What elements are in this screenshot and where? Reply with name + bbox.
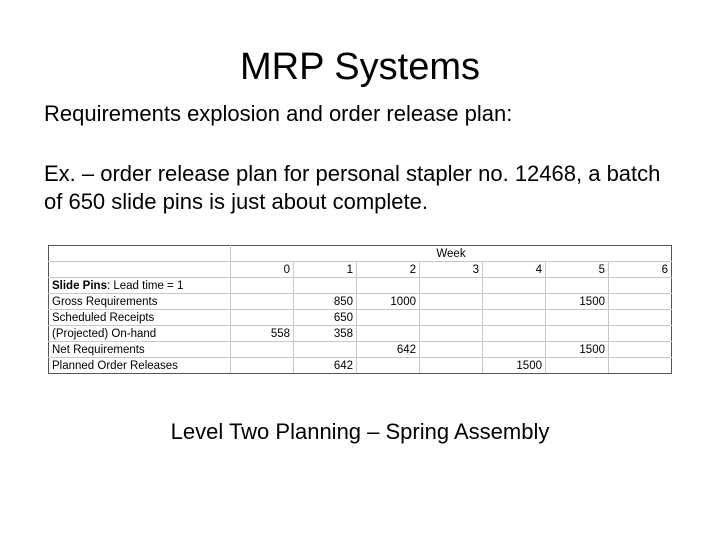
- week-header: Week: [231, 246, 672, 262]
- table-cell: [357, 326, 420, 342]
- week-number: 4: [483, 262, 546, 278]
- table-cell: [483, 294, 546, 310]
- table-cell: [420, 310, 483, 326]
- table-blank-cell: [483, 278, 546, 294]
- mrp-table: [48, 245, 672, 374]
- table-cell: 358: [294, 326, 357, 342]
- table-cell: 1500: [546, 342, 609, 358]
- item-name: Slide Pins: [52, 279, 107, 292]
- table-week-header-row: [49, 246, 672, 262]
- week-number: 0: [231, 262, 294, 278]
- table-cell: [546, 326, 609, 342]
- row-label: Scheduled Receipts: [49, 310, 231, 326]
- table-cell: [420, 358, 483, 374]
- table-cell: 642: [294, 358, 357, 374]
- example-text: Ex. – order release plan for personal stapler no. 12468, a batch of 650 slide pins is just about complete.: [44, 161, 661, 214]
- table-cell: [420, 326, 483, 342]
- table-row: [49, 294, 672, 310]
- table-cell: [546, 310, 609, 326]
- item-header-cell: [49, 278, 231, 294]
- table-blank-cell: [546, 278, 609, 294]
- table-cell: [546, 358, 609, 374]
- week-number: 1: [294, 262, 357, 278]
- table-blank-cell: [357, 278, 420, 294]
- table-week-numbers-row: [49, 262, 672, 278]
- table-row: [49, 326, 672, 342]
- table-cell: [231, 310, 294, 326]
- row-label: Gross Requirements: [49, 294, 231, 310]
- table-cell: [483, 310, 546, 326]
- table-cell: [294, 342, 357, 358]
- week-number: 3: [420, 262, 483, 278]
- table-blank-cell: [49, 262, 231, 278]
- row-label: (Projected) On-hand: [49, 326, 231, 342]
- table-cell: [609, 358, 672, 374]
- item-header-row: [49, 278, 672, 294]
- table-cell: [609, 342, 672, 358]
- table-cell: [231, 294, 294, 310]
- week-number: 5: [546, 262, 609, 278]
- table-row: [49, 310, 672, 326]
- week-number: 2: [357, 262, 420, 278]
- table-cell: [357, 358, 420, 374]
- lead-time-label: : Lead time = 1: [106, 279, 184, 292]
- week-number: 6: [609, 262, 672, 278]
- table-cell: [483, 326, 546, 342]
- table-corner-cell: [49, 246, 231, 262]
- table-cell: [420, 342, 483, 358]
- table-cell: 850: [294, 294, 357, 310]
- table-cell: 558: [231, 326, 294, 342]
- row-label: Planned Order Releases: [49, 358, 231, 374]
- slide-title: MRP Systems: [239, 46, 480, 88]
- row-label: Net Requirements: [49, 342, 231, 358]
- table-row: [49, 358, 672, 374]
- table-blank-cell: [420, 278, 483, 294]
- slide-subtitle: Requirements explosion and order release plan:: [44, 101, 513, 126]
- table-blank-cell: [294, 278, 357, 294]
- table-cell: [231, 342, 294, 358]
- table-cell: [420, 294, 483, 310]
- table-blank-cell: [231, 278, 294, 294]
- table-cell: 650: [294, 310, 357, 326]
- table-cell: [483, 342, 546, 358]
- table-cell: [609, 326, 672, 342]
- table-cell: 642: [357, 342, 420, 358]
- table-blank-cell: [609, 278, 672, 294]
- table-cell: 1500: [483, 358, 546, 374]
- table-cell: [609, 294, 672, 310]
- table-cell: 1500: [546, 294, 609, 310]
- table-cell: [609, 310, 672, 326]
- table-cell: [357, 310, 420, 326]
- table-cell: 1000: [357, 294, 420, 310]
- table-cell: [231, 358, 294, 374]
- table-row: [49, 342, 672, 358]
- slide-caption: Level Two Planning – Spring Assembly: [170, 419, 550, 444]
